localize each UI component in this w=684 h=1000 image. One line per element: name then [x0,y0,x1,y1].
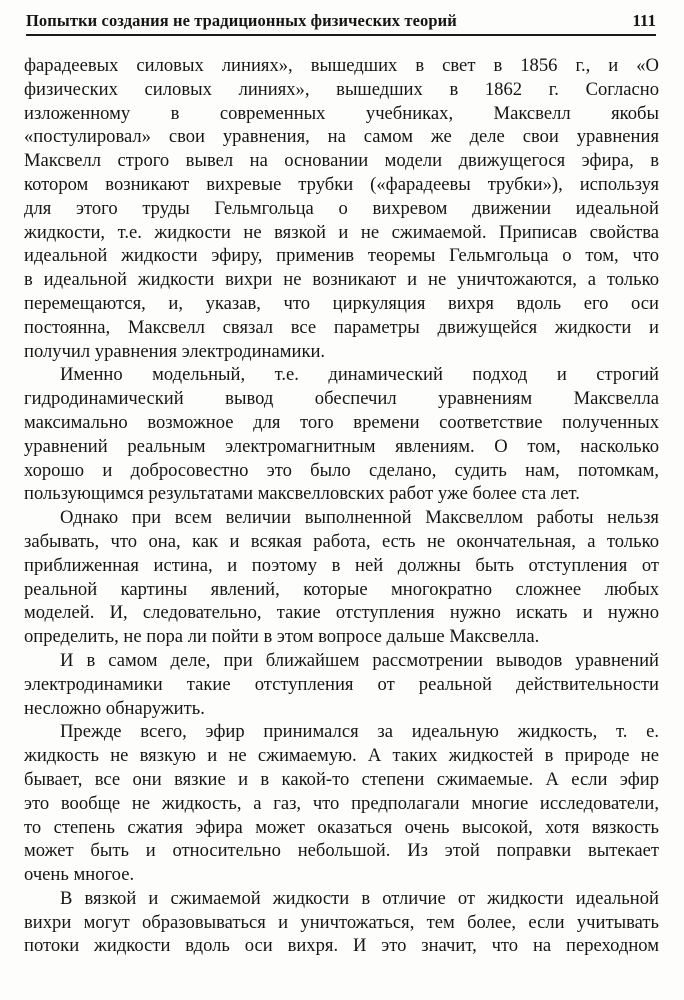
text-line: получил уравнения электродинамики. [24,340,326,362]
text-line: В вязкой и сжимаемой жидкости в отличие от жидкости идеальной [60,887,659,909]
text-line: уравнений реальным электромагнитным явлениям. О том, насколько [24,435,659,457]
text-line: определить, не пора ли пойти в этом вопросе дальше Максвелла. [24,626,540,648]
text-line: хорошо и добросовестно это было сделано, судить нам, потомкам, [24,459,659,481]
text-line: Прежде всего, эфир принимался за идеальную жидкость, т. е. [60,721,659,743]
text-line: может быть и относительно небольшой. Из этой поправки вытекает [24,840,659,862]
text-line: «постулировал» свои уравнения, на самом же деле свои уравнения [24,126,659,148]
running-header-title: Попытки создания не традиционных физических теорий [26,11,457,30]
text-line: физических силовых линиях», вышедших в 1862 г. Согласно [24,78,659,100]
text-line: забывать, что она, как и всякая работа, есть не окончательная, а только [24,530,659,552]
text-line: моделей. И, следовательно, такие отступления нужно искать и нужно [24,602,659,624]
page-number: 111 [632,11,656,30]
paragraph [24,887,659,958]
text-line: постоянна, Максвелл связал все параметры движущейся жидкости и [24,316,659,338]
paragraph [24,720,659,887]
text-line: это вообще не жидкость, а газ, что предполагали многие исследователи, [24,792,659,814]
text-line: для этого труды Гельмгольца о вихревом движении идеальной [24,197,659,219]
text-line: в идеальной жидкости вихри не возникают и не уничтожаются, а только [24,269,659,291]
text-line: бывает, все они вязкие и в какой-то степени сжимаемые. А если эфир [24,768,659,790]
text-line: потоки жидкости вдоль оси вихря. И это значит, что на переходном [24,935,659,957]
text-line: приближенная истина, и поэтому в ней должны быть отступления от [24,554,659,576]
text-line: идеальной жидкости эфиру, применив теоремы Гельмгольца о том, что [24,245,659,267]
text-line: несложно обнаружить. [24,697,205,719]
running-header [26,4,656,36]
text-line: электродинамики такие отступления от реальной действительности [24,673,659,695]
text-line: очень многое. [24,864,135,886]
text-line: жидкости, т.е. жидкости не вязкой и не сжимаемой. Приписав свойства [24,221,659,243]
text-line: фарадеевых силовых линиях», вышедших в свет в 1856 г., и «О [24,55,659,76]
text-line: то степень сжатия эфира может оказаться очень высокой, хотя вязкость [24,816,659,838]
text-line: жидкость не вязкую и не сжимаемую. А таких жидкостей в природе не [24,745,659,767]
text-line: И в самом деле, при ближайшем рассмотрении выводов уравнений [60,649,659,671]
body-text [24,54,659,958]
text-line: вихри могут образовываться и уничтожаться, тем более, если учитывать [24,911,659,933]
text-line: изложенному в современных учебниках, Максвелл якобы [24,102,659,124]
paragraph [24,54,659,363]
paragraph [24,506,659,649]
text-line: реальной картины явлений, которые многократно сложнее любых [24,578,659,600]
text-line: пользующимся результатами максвелловских работ уже более ста лет. [24,483,580,505]
paragraph [24,363,659,506]
text-line: Однако при всем величии выполненной Максвеллом работы нельзя [60,507,659,529]
text-line: Именно модельный, т.е. динамический подход и строгий [60,364,659,386]
text-line: Максвелл строго вывел на основании модели движущегося эфира, в [24,150,659,172]
text-line: максимально возможное для того времени соответствие полученных [24,411,659,433]
text-line: перемещаются, и, указав, что циркуляция вихря вдоль его оси [24,292,659,314]
text-line: гидродинамический вывод обеспечил уравнениям Максвелла [24,388,659,410]
text-line: котором возникают вихревые трубки («фарадеевы трубки»), используя [24,173,659,195]
paragraph [24,649,659,720]
